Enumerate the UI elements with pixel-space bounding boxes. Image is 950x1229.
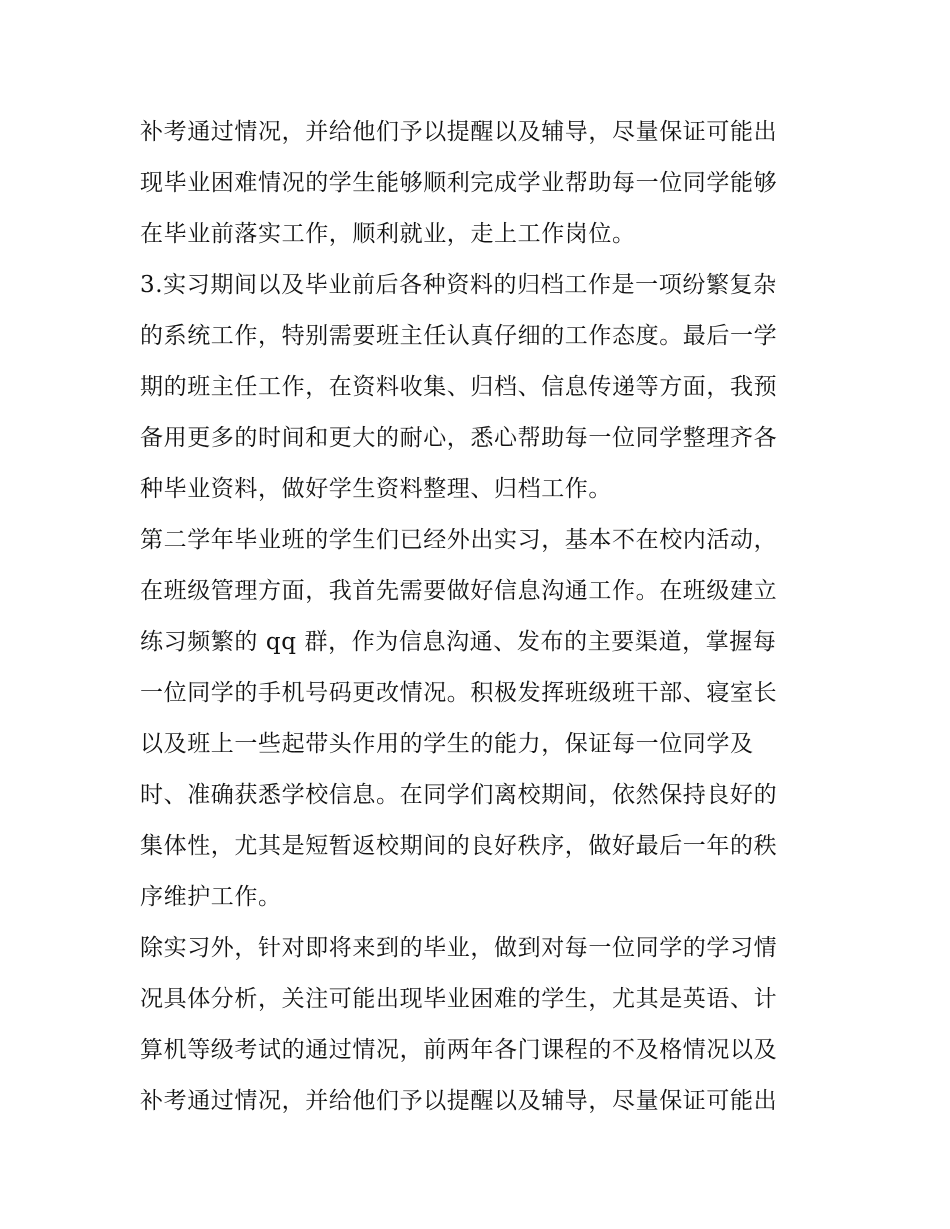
text-line: 的系统工作，特别需要班主任认真仔细的工作态度。最后一学 bbox=[140, 323, 778, 349]
text-line: 现毕业困难情况的学生能够顺利完成学业帮助每一位同学能够 bbox=[140, 170, 778, 196]
text-line: 序维护工作。 bbox=[140, 884, 282, 910]
text-line: 一位同学的手机号码更改情况。积极发挥班级班干部、寝室长 bbox=[140, 680, 778, 706]
text-line: 除实习外，针对即将来到的毕业，做到对每一位同学的学习情 bbox=[140, 935, 778, 961]
text-line: 3.实习期间以及毕业前后各种资料的归档工作是一项纷繁复杂 bbox=[140, 272, 777, 298]
text-line: 在班级管理方面，我首先需要做好信息沟通工作。在班级建立 bbox=[140, 578, 778, 604]
text-line: 集体性，尤其是短暂返校期间的良好秩序，做好最后一年的秩 bbox=[140, 833, 778, 859]
text-line: 练习频繁的 qq 群，作为信息沟通、发布的主要渠道，掌握每 bbox=[140, 629, 777, 655]
text-line: 况具体分析，关注可能出现毕业困难的学生，尤其是英语、计 bbox=[140, 986, 778, 1012]
text-line: 在毕业前落实工作，顺利就业，走上工作岗位。 bbox=[140, 221, 636, 247]
text-line: 时、准确获悉学校信息。在同学们离校期间，依然保持良好的 bbox=[140, 782, 778, 808]
text-line: 种毕业资料，做好学生资料整理、归档工作。 bbox=[140, 476, 612, 502]
text-line: 补考通过情况，并给他们予以提醒以及辅导，尽量保证可能出 bbox=[140, 1088, 778, 1114]
text-line: 算机等级考试的通过情况，前两年各门课程的不及格情况以及 bbox=[140, 1037, 778, 1063]
text-line: 补考通过情况，并给他们予以提醒以及辅导，尽量保证可能出 bbox=[140, 119, 778, 145]
text-line: 备用更多的时间和更大的耐心，悉心帮助每一位同学整理齐各 bbox=[140, 425, 778, 451]
body-text bbox=[140, 107, 820, 1127]
text-line: 期的班主任工作，在资料收集、归档、信息传递等方面，我预 bbox=[140, 374, 778, 400]
text-line: 第二学年毕业班的学生们已经外出实习，基本不在校内活动， bbox=[140, 527, 778, 553]
text-line: 以及班上一些起带头作用的学生的能力，保证每一位同学及 bbox=[140, 731, 754, 757]
